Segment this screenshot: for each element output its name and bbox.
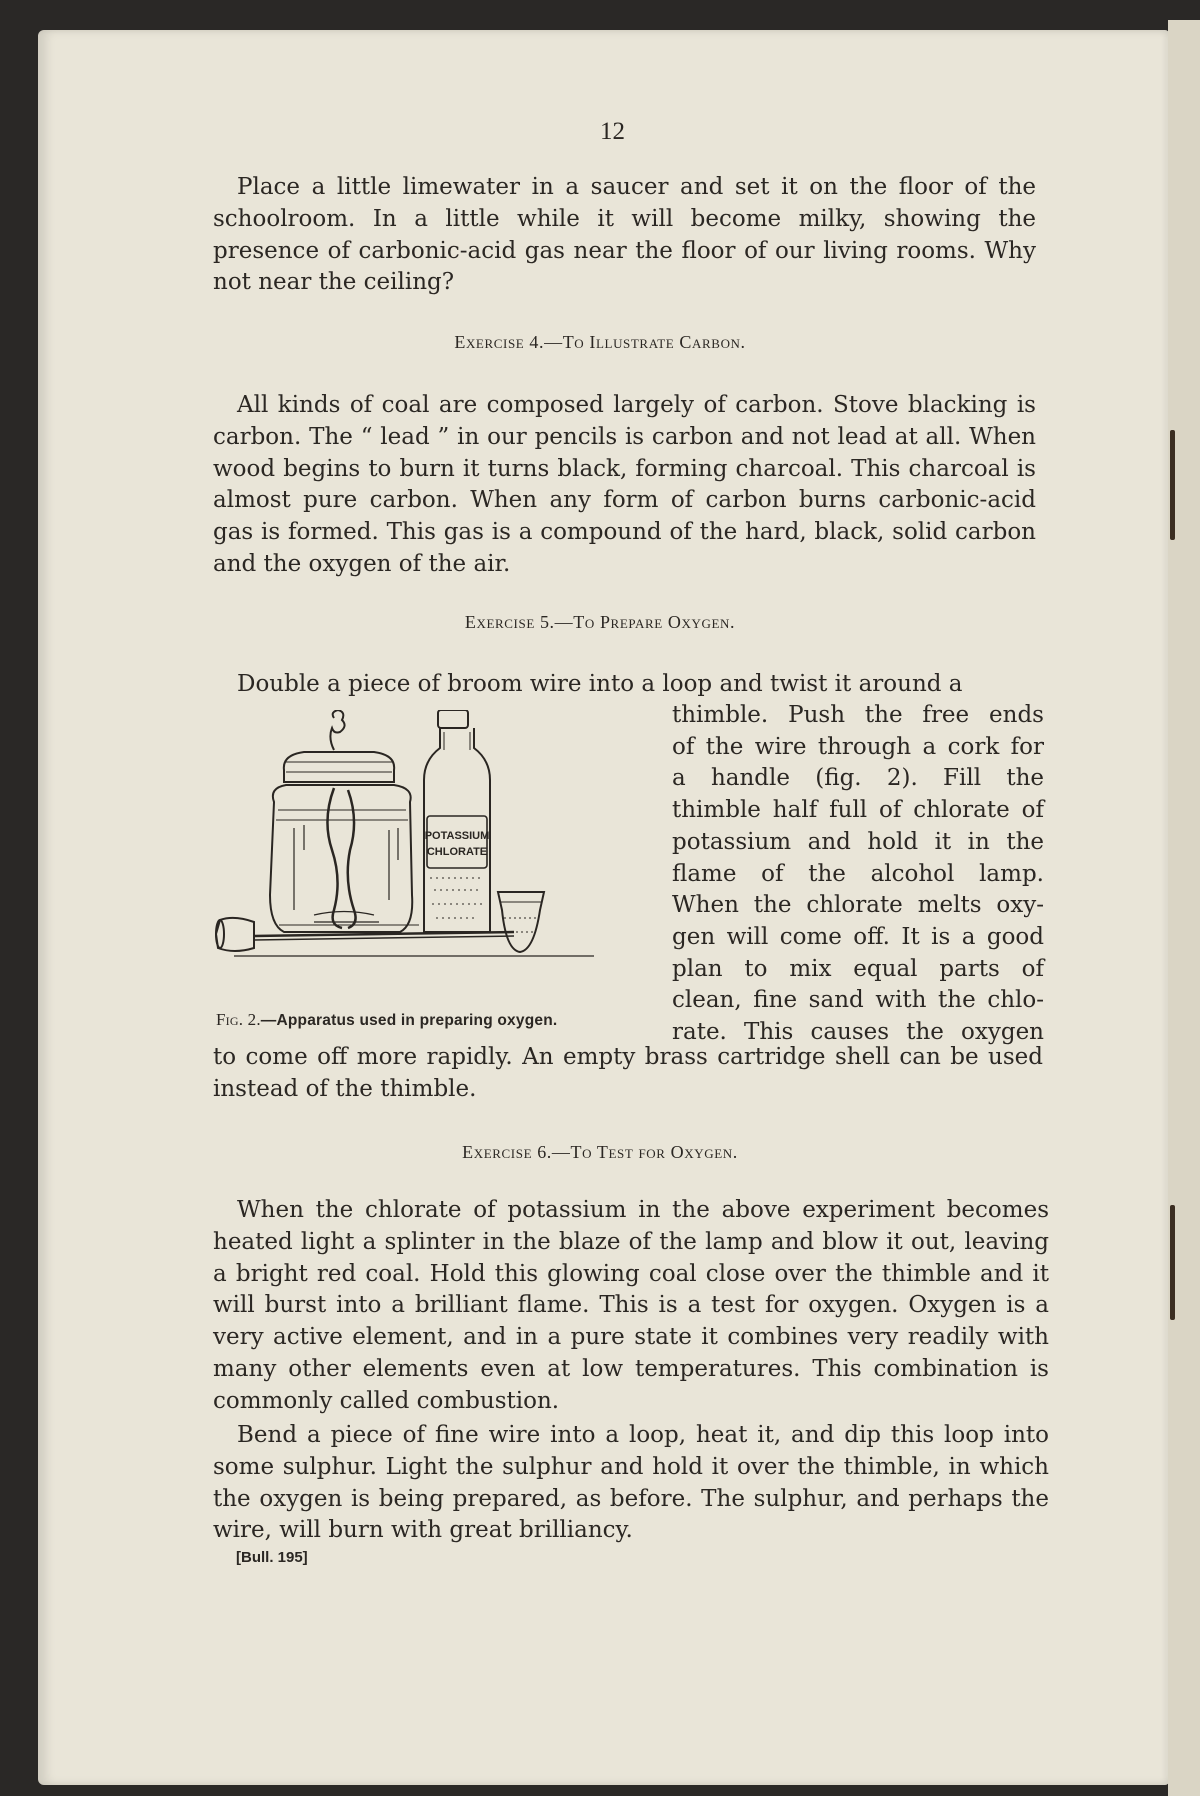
side-text-line: When the chlorate melts oxy- [672, 892, 1044, 919]
bottle-label-line2: CHLORATE [426, 846, 488, 858]
thimble-icon [498, 892, 544, 952]
jar-icon [270, 710, 419, 932]
exercise-5-heading [0, 612, 1200, 633]
exercise-6-text-1: When the chlorate of potassium in the above experiment becomes heated light a splinter in the blaze of the lamp and blow it out, leaving a bright red coal. Hold this glowing coal close over the thimble and it will burst into a brilliant flame. This is a test for oxygen. Oxygen is a very active element, and in a pure state it combines very readily with many other elements even at low temperatures. This combination is commonly called combustion. [213, 1197, 1049, 1414]
exercise-6-paragraph-2 [213, 1420, 1049, 1547]
exercise-5-continuation-text: to come off more rapidly. An empty brass cartridge shell can be used instead of the thimble. [213, 1044, 1043, 1102]
bottle-icon [424, 710, 490, 932]
intro-text: Place a little limewater in a saucer and set it on the floor of the schoolroom. In a little while it will become milky, showing the presence of carbonic-acid gas near the floor of our living rooms. Why not near the ceiling? [213, 174, 1036, 296]
exercise-4-paragraph [213, 390, 1036, 581]
figure-caption-text: —Apparatus used in preparing oxygen. [260, 1012, 558, 1029]
exercise-6-heading [0, 1142, 1200, 1163]
page-number: 12 [600, 118, 625, 145]
side-text-line: a handle (fig. 2). Fill the [672, 765, 1044, 792]
figure-number: Fig. 2. [216, 1010, 261, 1029]
exercise-6-paragraph-1 [213, 1195, 1049, 1418]
side-text-line: gen will come off. It is a good [672, 923, 1044, 950]
side-text-line: plan to mix equal parts of [672, 955, 1044, 982]
apparatus-illustration [214, 710, 654, 1000]
side-text-line: thimble. Push the free ends [672, 702, 1044, 728]
side-text-line: flame of the alcohol lamp. [672, 860, 1044, 887]
exercise-4-heading [0, 332, 1200, 353]
next-page-edge [1168, 20, 1200, 1796]
exercise-6-text-2: Bend a piece of fine wire into a loop, heat it, and dip this loop into some sulphur. Light the sulphur and hold it over the thimble, in which the oxygen is being prepared, as before. The sulphur, and perhaps the wire, will burn with great brilliancy. [213, 1422, 1049, 1544]
exercise-5-first-line [213, 669, 1043, 701]
exercise-4-heading-text: Exercise 4.—To Illustrate Carbon. [454, 332, 746, 352]
intro-paragraph [213, 172, 1036, 299]
side-text-line: clean, fine sand with the chlo- [672, 987, 1044, 1014]
exercise-5-line1: Double a piece of broom wire into a loop and twist it around a [237, 671, 963, 697]
exercise-6-heading-text: Exercise 6.—To Test for Oxygen. [462, 1142, 738, 1162]
bulletin-number: [Bull. 195] [236, 1549, 308, 1566]
bottle-label-line1: POTASSIUM [424, 830, 490, 842]
side-text-line: rate. This causes the oxygen [672, 1019, 1044, 1046]
binding-thread-mark [1170, 430, 1175, 540]
exercise-4-text: All kinds of coal are composed largely of carbon. Stove blacking is carbon. The “ lead ” in our pencils is carbon and not lead at all. When wood begins to burn it turns black, forming charcoal. This charcoal is almost pure carbon. When any form of carbon burns carbonic-acid gas is formed. This gas is a compound of the hard, black, solid carbon and the oxygen of the air. [213, 392, 1036, 577]
side-text-line: of the wire through a cork for [672, 733, 1044, 760]
exercise-5-heading-text: Exercise 5.—To Prepare Oxygen. [464, 612, 736, 632]
exercise-5-continuation [213, 1042, 1043, 1106]
side-text-line: potassium and hold it in the [672, 828, 1044, 855]
exercise-5-side-text [672, 700, 1044, 1049]
figure-caption [216, 1010, 557, 1030]
side-text-line: thimble half full of chlorate of [672, 797, 1044, 824]
binding-thread-mark [1170, 1205, 1175, 1320]
